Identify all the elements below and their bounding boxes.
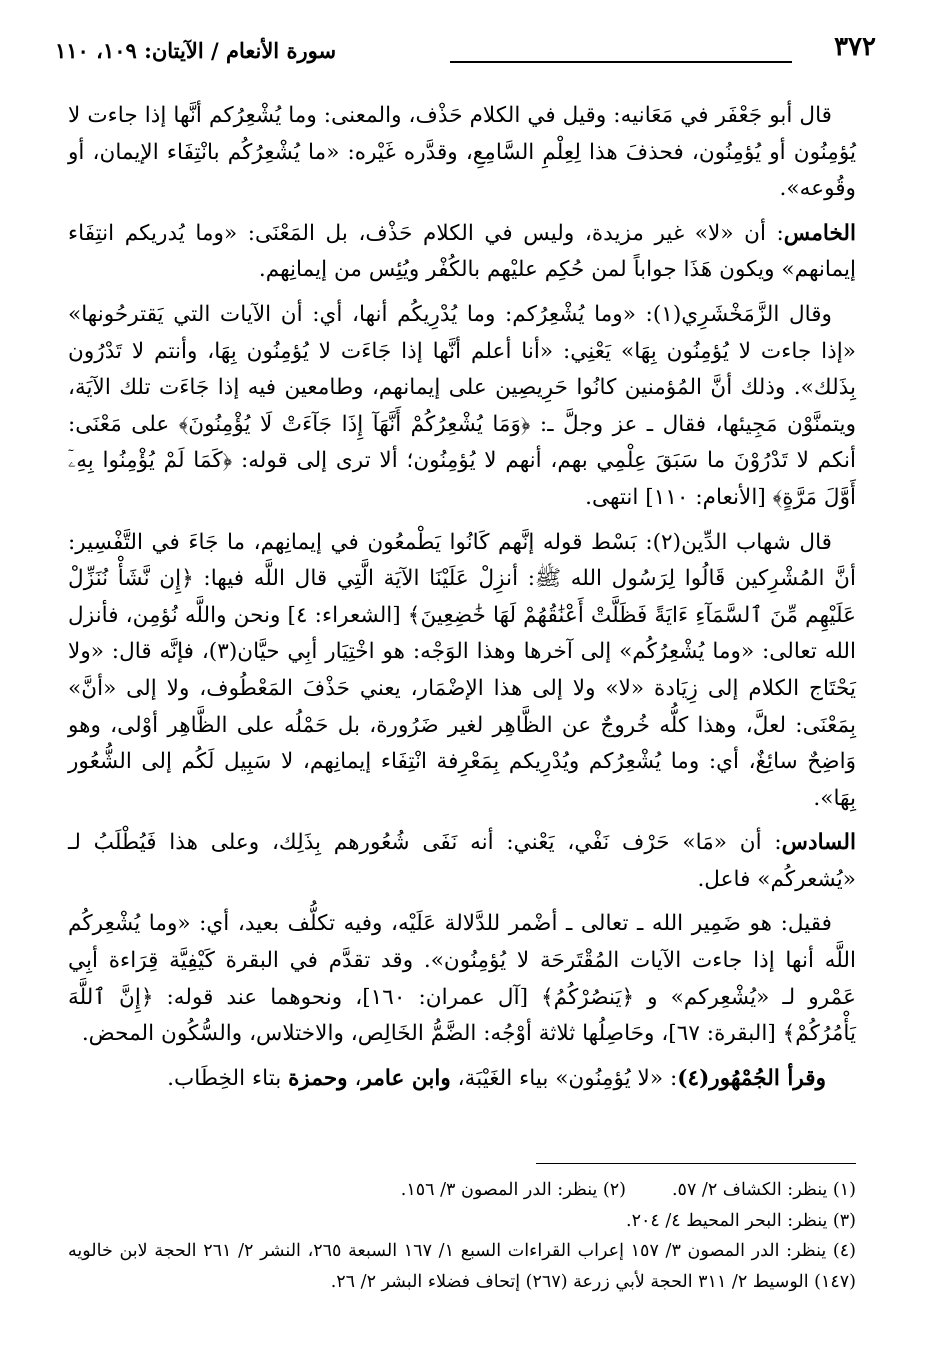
paragraph-1: قال أبو جَعْفَر في مَعَانيه: وقيل في الكلام حَذْف، والمعنى: وما يُشْعِرُكم أنَّها إذا جاءت لا يُؤمِنُون أو يُؤمِنُون، فحذفَ هذا لِعِلْمِ السَّامِعِ، وقدَّره غَيْره: «ما يُشْعِرُكُم بانْتِفَاء الإيمان، أو وقُوعه». — [68, 103, 856, 202]
page-number: ٣٧٢ — [834, 32, 876, 62]
section-heading-sixth: السادس — [781, 830, 856, 856]
paragraph-3: وقال الزَّمَخْشَرِي(١): «وما يُشْعِرُكم: وما يُدْرِيكُم أنها، أي: أن الآيات التي يَقترحُونها» «إذا جاءت لا يُؤمِنُون بِهَا» يَعْنِي: «أنا أعلم أنَّها إذا جَاءَت لا يُؤمِنُون بِهَا، وأنتم لا تَدْرُون بِذَلك». وذلك أنَّ المُؤمنين كانُوا حَرِيصِين على إيمانهم، وطامعين فيه إذا جَاءَت تلك الآيَة، ويتمنَّوْن مَجِيئها، فقال ـ عز وجلَّ ـ: ﴿وَمَا يُشْعِرُكُمْ أَنَّهَآ إِذَا جَآءَتْ لَا يُؤْمِنُونَ﴾ على مَعْنَى: أنكم لا تَدْرُوْنَ ما سَبَقَ عِلْمِي بهم، أنهم لا يُؤمِنُون؛ ألا ترى إلى قوله: ﴿كَمَا لَمْ يُؤْمِنُوا بِهِۦٓ أَوَّلَ مَرَّةٍ﴾ [الأنعام: ١١٠] انتهى. — [68, 301, 856, 510]
footnote-row-2 — [68, 1206, 856, 1237]
paragraph-5: السادس: أن «مَا» حَرْف نَفْي، يَعْني: أنه نَفَى شُعُورهم بِذَلِك، وعلى هذا فَيُطْلَبُ لـ «يُشعركُم» فاعل. — [68, 830, 856, 892]
footnote-row-1 — [68, 1175, 856, 1206]
footnote-2: (٢) ينظر: الدر المصون ٣/ ١٥٦. — [400, 1180, 626, 1200]
footnotes — [68, 1175, 856, 1297]
closing-lead: وقرأ الجُمْهُور(٤) — [677, 1065, 826, 1091]
footnote-1: (١) ينظر: الكشاف ٢/ ٥٧. — [671, 1180, 856, 1200]
header-rule — [450, 61, 792, 63]
main-text — [68, 98, 856, 1105]
paragraph-2: الخامس: أن «لا» غير مزيدة، وليس في الكلام حَذْف، بل المَعْنَى: «وما يُدريكم انتِفَاء إيمانهم» ويكون هَذَا جواباً لمن حُكِم عليْهم بالكُفْر ويُئِس من إيمانِهم. — [68, 220, 856, 283]
footnote-3: (٣) ينظر: البحر المحيط ٤/ ٢٠٤. — [626, 1210, 856, 1231]
closing-line: وقرأ الجُمْهُور(٤): «لا يُؤمِنُون» بياء الغَيْبَة، وابن عامر، وحمزة بتاء الخِطَاب. — [167, 1065, 826, 1091]
footnote-4: (٤) ينظر: الدر المصون ٣/ ١٥٧ إعراب القراءات السبع ١/ ١٦٧ السبعة ٢٦٥، النشر ٢/ ٢٦١ الحجة لابن خالويه (١٤٧) الوسيط ٢/ ٣١١ الحجة لأبي زرعة (٢٦٧) إتحاف فضلاء البشر ٢/ ٢٦. — [68, 1241, 856, 1292]
footnote-rule — [536, 1163, 856, 1164]
section-heading-fifth: الخامس — [783, 220, 856, 246]
page-header — [55, 30, 876, 70]
paragraph-4: قال شهاب الدِّين(٢): بَسْط قوله إنَّهم كَانُوا يَطْمعُون في إيمانِهم، ما جَاءَ في التَّفْسِير: أنَّ المُشْرِكين قَالُوا لِرَسُول الله ﷺ: أنزِلْ عَلَيْنَا الآيَة الَّتِي قال اللَّه فيها: ﴿إِن نَّشَأْ نُنَزِّلْ عَلَيْهِم مِّنَ ٱلسَّمَآءِ ءَايَةً فَظَلَّتْ أَعْنَٰقُهُمْ لَهَا خَٰضِعِينَ﴾ [الشعراء: ٤] ونحن واللَّه نُؤمِن، فأنزل الله تعالى: «وما يُشْعِرُكُم» إلى آخرها وهذا الوَجْه: هو اخْتِيَار أبِي حيَّان(٣)، فإنَّه قال: «ولا يَحْتَاج الكلام إلى زِيَادة «لا» ولا إلى هذا الإضْمَار، يعني حَذْفَ المَعْطُوف، ولا إلى «أنَّ» بِمَعْنَى: لعلَّ، وهذا كلُّه خُروجٌ عن الظَّاهِر لغير ضَرُورة، بل حَمْلُه على الظَّاهِر أوْلى، وهو وَاضِحٌ سائِغٌ، أي: وما يُشْعِرُكم ويُدْرِيكم بِمَعْرِفة انْتِفَاء إيمانِهم، لا سَبِيل لَكُم إلى الشُّعُور بِهَا». — [68, 529, 856, 811]
running-title: سورة الأنعام / الآيتان: ١٠٩، ١١٠ — [55, 38, 337, 63]
paragraph-6: فقيل: هو ضَمِير الله ـ تعالى ـ أضْمر للدَّلالة عَلَيْه، وفيه تكلُّف بعيد، أي: «وما يُشْعِركُم اللَّه أنها إذا جاءت الآيات المُقْتَرحَة لا يُؤمِنُون». وقد تقدَّم في البقرة كَيْفِيَّة قِرَاءة أبِي عَمْرو لـ «يُشْعِركم» و ﴿يَنصُرْكُمُ﴾ [آل عمران: ١٦٠]، ونحوهما عند قوله: ﴿إِنَّ ٱللَّهَ يَأْمُرُكُمْ﴾ [البقرة: ٦٧]، وحَاصِلُها ثلاثة أوْجُه: الضَّمُّ الخَالِص، والاختلاس، والسُّكُون المحض. — [68, 911, 856, 1047]
